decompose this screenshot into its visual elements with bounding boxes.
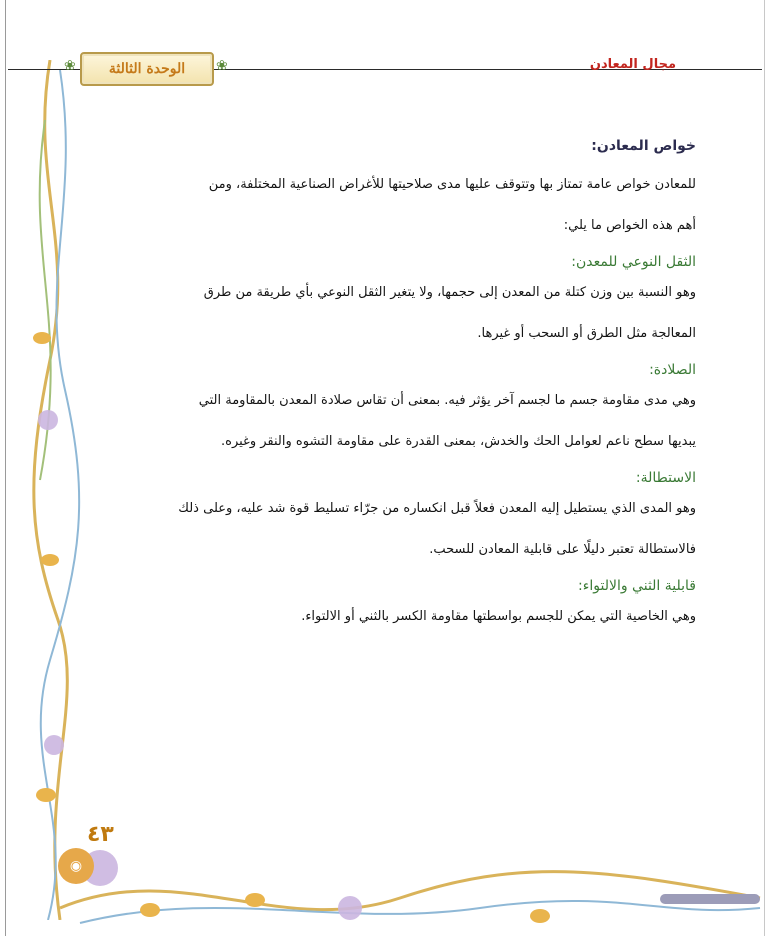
ornament-right-icon: ❀ <box>216 58 228 74</box>
bendability-paragraph <box>88 596 696 637</box>
field-title: مجال المعادن <box>589 57 676 72</box>
ductility-line-2: فالاستطالة تعتبر دليلًا على قابلية المعادن للسحب. <box>429 542 696 557</box>
hardness-paragraph <box>88 380 696 462</box>
hardness-line-1: وهي مدى مقاومة جسم ما لجسم آخر يؤثر فيه. بمعنى أن تقاس صلادة المعدن بالمقاومة التي <box>198 393 696 408</box>
intro-line-2: أهم هذه الخواص ما يلي: <box>563 218 696 233</box>
bottom-floral-decoration <box>20 828 768 938</box>
ductility-title: الاستطالة: <box>635 470 696 486</box>
section-title: خواص المعادن: <box>591 138 696 154</box>
specific-gravity-line-1: وهو النسبة بين وزن كتلة من المعدن إلى حجمها، ولا يتغير الثقل النوعي بأي طريقة من طرق <box>203 285 696 300</box>
ornament-left-icon: ❀ <box>64 58 76 74</box>
bendability-line-1: وهي الخاصية التي يمكن للجسم بواسطتها مقاومة الكسر بالثني أو الالتواء. <box>301 609 696 624</box>
unit-label: الوحدة الثالثة <box>108 61 186 77</box>
unit-label-box <box>80 52 214 86</box>
intro-line-1: للمعادن خواص عامة تمتاز بها وتتوقف عليها مدى صلاحيتها للأغراض الصناعية المختلفة، ومن <box>208 177 696 192</box>
page-badge-icon: ◉ <box>58 848 94 884</box>
specific-gravity-paragraph <box>88 272 696 354</box>
page-number: ٤٣ <box>87 822 114 847</box>
main-content <box>88 128 696 645</box>
bendability-title: قابلية الثني والالتواء: <box>578 578 696 594</box>
specific-gravity-title: الثقل النوعي للمعدن: <box>571 254 696 270</box>
ductility-line-1: وهو المدى الذي يستطيل إليه المعدن فعلاً قبل انكساره من جرّاء تسليط قوة شد عليه، وعلى ذلك <box>178 501 696 516</box>
hardness-line-2: يبديها سطح ناعم لعوامل الحك والخدش، بمعنى القدرة على مقاومة التشوه والنقر وغيره. <box>221 434 696 449</box>
specific-gravity-line-2: المعالجة مثل الطرق أو السحب أو غيرها. <box>477 326 696 341</box>
ductility-paragraph <box>88 488 696 570</box>
hardness-title: الصلادة: <box>649 362 696 378</box>
intro-paragraph <box>88 164 696 246</box>
floral-border-decoration <box>20 60 90 920</box>
